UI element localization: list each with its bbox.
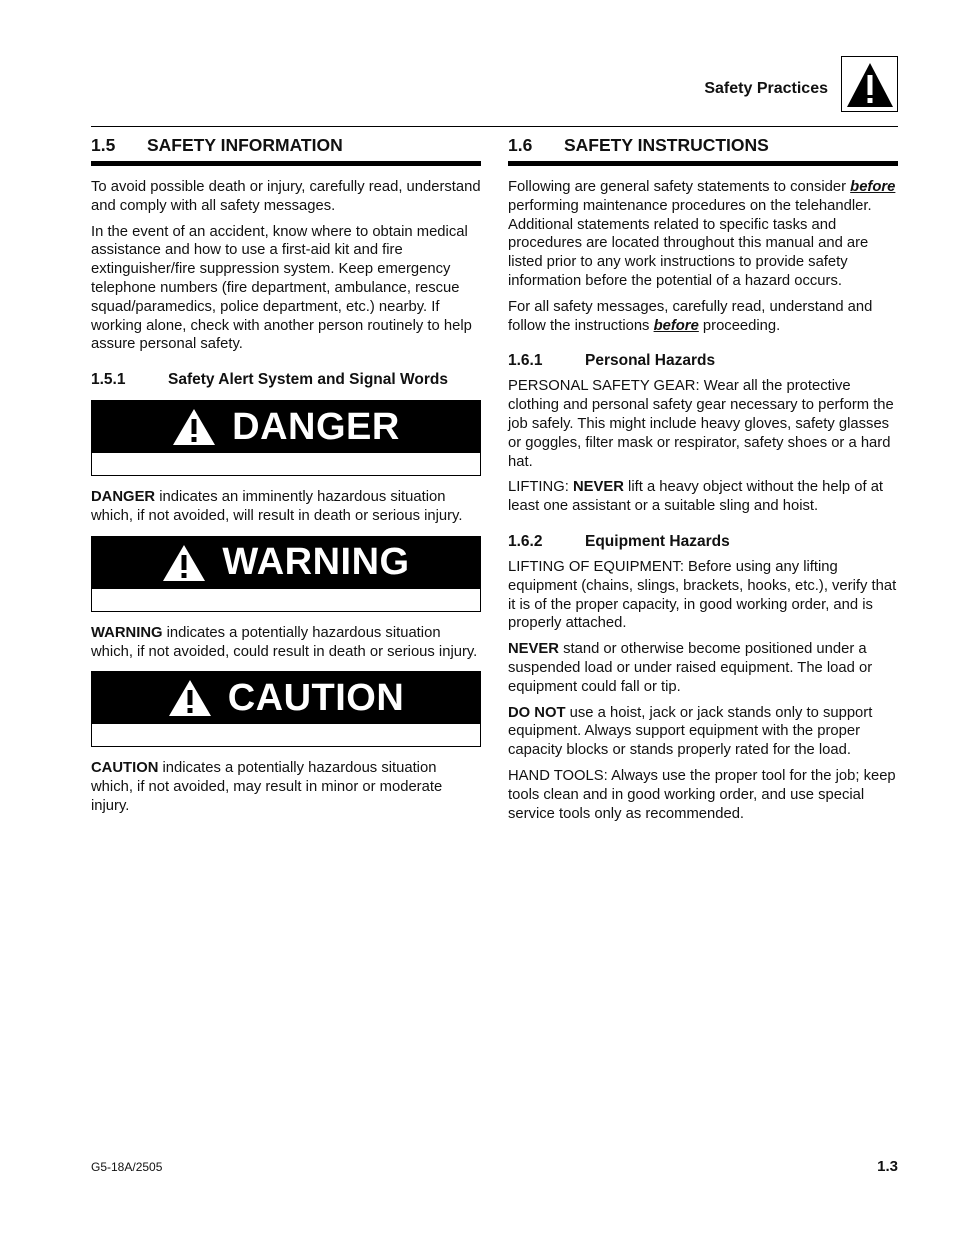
section-heading-safety-information <box>91 134 481 166</box>
caution-term: CAUTION <box>91 760 159 777</box>
subsection-number: 1.5.1 <box>91 371 126 389</box>
text: lift a heavy object without the help of at least one assistant or a suitable sling and hoist. <box>508 479 884 515</box>
emphasis-before: before <box>850 179 896 195</box>
caution-signal-word: CAUTION <box>227 676 405 719</box>
warning-description <box>91 624 481 662</box>
danger-triangle-icon <box>172 408 216 446</box>
section-heading-safety-instructions <box>508 134 898 166</box>
danger-signal-word: DANGER <box>232 405 400 448</box>
paragraph: HAND TOOLS: Always use the proper tool for the job; keep tools clean and in good working order, and use special service tools only as recommended. <box>508 767 896 822</box>
subsection-number: 1.6.1 <box>508 352 543 370</box>
running-header-title: Safety Practices <box>704 80 828 97</box>
warning-text: indicates a potentially hazardous situation which, if not avoided, could result in death or serious injury. <box>91 624 478 660</box>
text: stand or otherwise become positioned under a suspended load or under raised equipment. The load or equipment could fall or tip. <box>508 641 873 695</box>
signal-panel-message-area <box>92 453 480 475</box>
paragraph <box>508 704 898 760</box>
subsection-title: Safety Alert System and Signal Words <box>168 371 448 389</box>
subsection-heading-equipment-hazards <box>508 532 898 552</box>
subsection-heading-signal-words <box>91 370 481 390</box>
text: proceeding. <box>698 317 781 334</box>
section-number: 1.5 <box>91 135 116 155</box>
paragraph <box>508 478 898 516</box>
right-column <box>508 134 898 830</box>
subsection-heading-personal-hazards <box>508 351 898 371</box>
subsection-number: 1.6.2 <box>508 532 543 550</box>
text: use a hoist, jack or jack stands only to support equipment. Always support equipment with the proper capacity blocks or stands properly rated for the load. <box>508 704 873 759</box>
caution-signal-panel <box>91 671 481 747</box>
danger-text: indicates an imminently hazardous situation which, if not avoided, will result in death or serious injury. <box>91 489 463 524</box>
section-title: SAFETY INFORMATION <box>147 135 343 155</box>
paragraph <box>508 298 898 336</box>
text: Following are general safety statements to consider <box>508 179 851 195</box>
warning-signal-panel <box>91 536 481 612</box>
emphasis-do-not: DO NOT <box>508 704 566 721</box>
subsection-title: Equipment Hazards <box>585 532 730 550</box>
signal-panel-message-area <box>92 724 480 746</box>
left-column <box>91 134 481 823</box>
text: LIFTING: <box>508 479 573 496</box>
header-divider <box>91 126 898 127</box>
paragraph: In the event of an accident, know where to obtain medical assistance and how to use a first-aid kit and fire extinguisher/fire suppression system. Keep emergency telephone numbers (fire department, ambulance, rescue squad/paramedics, police department, etc.) nearby. If working alone, check with another person routinely to help assure personal safety. <box>91 223 472 353</box>
danger-signal-panel <box>91 400 481 476</box>
paragraph <box>508 178 898 291</box>
caution-description <box>91 759 481 815</box>
subsection-title: Personal Hazards <box>585 352 716 370</box>
text: For all safety messages, carefully read, understand and follow the instructions <box>508 298 873 334</box>
section-number: 1.6 <box>508 135 533 155</box>
warning-signal-word: WARNING <box>222 541 410 584</box>
text: performing maintenance procedures on the telehandler. Additional statements related to specific tasks and procedures are located throughout this manual and are listed prior to any work instructions to provide safety information before the potential of a hazard occurs. <box>508 197 872 289</box>
warning-triangle-icon <box>162 544 206 582</box>
signal-panel-message-area <box>92 589 480 611</box>
paragraph: LIFTING OF EQUIPMENT: Before using any lifting equipment (chains, slings, brackets, hooks, etc.), verify that it is of the proper capacity, in good working order, and is properly attached. <box>508 558 897 632</box>
caution-triangle-icon <box>168 679 212 717</box>
emphasis-never: NEVER <box>572 479 624 496</box>
paragraph <box>508 640 898 696</box>
paragraph: PERSONAL SAFETY GEAR: Wear all the protective clothing and personal safety gear necessary to perform the job safely. This might include heavy gloves, safety glasses or goggles, filter mask or respirator, safety shoes or a hard hat. <box>508 378 894 470</box>
caution-text: indicates a potentially hazardous situation which, if not avoided, may result in minor or moderate injury. <box>91 760 443 814</box>
warning-term: WARNING <box>91 624 163 641</box>
page-number: 1.3 <box>877 1158 898 1175</box>
document-code: G5-18A/2505 <box>91 1160 163 1174</box>
danger-term: DANGER <box>91 489 156 506</box>
section-title: SAFETY INSTRUCTIONS <box>564 135 769 155</box>
emphasis-before: before <box>653 317 699 334</box>
danger-description <box>91 488 481 526</box>
warning-triangle-icon <box>841 56 898 112</box>
paragraph: To avoid possible death or injury, carefully read, understand and comply with all safety messages. <box>91 179 481 214</box>
emphasis-never: NEVER <box>508 641 559 658</box>
